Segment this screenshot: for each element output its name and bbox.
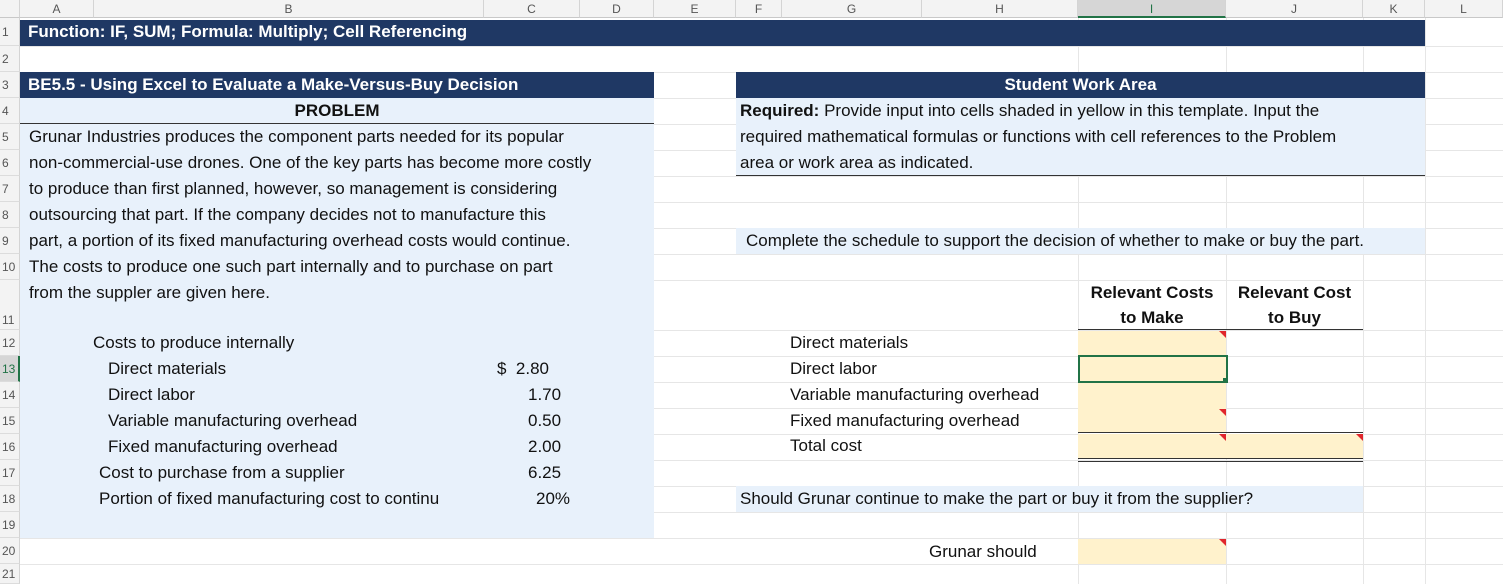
column-heading-buy: Relevant Cost [1237, 283, 1352, 302]
problem-text-line: The costs to produce one such part internally and to purchase on part [29, 257, 553, 276]
schedule-label: Direct materials [790, 333, 909, 352]
selected-cell-i13[interactable] [1078, 355, 1228, 383]
gridline [20, 538, 1503, 539]
column-header-k[interactable]: K [1363, 0, 1425, 18]
column-heading-make: to Make [1120, 308, 1184, 327]
column-header-f[interactable]: F [736, 0, 782, 18]
cost-value: 1.70 [528, 385, 562, 404]
purchase-label: Cost to purchase from a supplier [99, 463, 345, 482]
schedule-label: Direct labor [790, 359, 877, 378]
problem-text-line: part, a portion of its fixed manufacturing overhead costs would continue. [29, 231, 571, 250]
problem-subtitle: PROBLEM [294, 101, 380, 120]
portion-value: 20% [536, 489, 571, 508]
schedule-label: Total cost [790, 436, 862, 455]
total-top-border [1078, 432, 1363, 433]
column-heading-buy: to Buy [1268, 308, 1321, 327]
column-heading-make: Relevant Costs [1090, 283, 1214, 302]
column-header-h[interactable]: H [922, 0, 1078, 18]
work-area-title-bar [736, 72, 1425, 98]
comment-indicator[interactable] [1356, 434, 1363, 441]
row-header-8[interactable]: 8 [0, 202, 20, 228]
column-header-j[interactable]: J [1226, 0, 1363, 18]
fill-handle[interactable] [1223, 378, 1228, 383]
problem-text-line: from the suppler are given here. [29, 283, 270, 302]
comment-indicator[interactable] [1219, 331, 1226, 338]
comment-indicator[interactable] [1219, 434, 1226, 441]
schedule-label: Fixed manufacturing overhead [790, 411, 1020, 430]
answer-label: Grunar should [929, 542, 1037, 561]
cost-label: Direct labor [108, 385, 195, 404]
total-double-underline [1078, 458, 1363, 459]
cost-label: Direct materials [108, 359, 227, 378]
required-text-line: area or work area as indicated. [740, 153, 974, 172]
row-header-14[interactable]: 14 [0, 382, 20, 408]
row-header-15[interactable]: 15 [0, 408, 20, 434]
comment-indicator[interactable] [1219, 539, 1226, 546]
row-header-7[interactable]: 7 [0, 176, 20, 202]
column-header-b[interactable]: B [94, 0, 484, 18]
required-text-line: required mathematical formulas or functions with cell references to the Problem [740, 127, 1337, 146]
header-banner [20, 20, 1425, 46]
column-header-a[interactable]: A [20, 0, 94, 18]
column-header-g[interactable]: G [782, 0, 922, 18]
row-header-10[interactable]: 10 [0, 254, 20, 280]
cost-label: Fixed manufacturing overhead [108, 437, 338, 456]
row-header-2[interactable]: 2 [0, 46, 20, 72]
row-header-9[interactable]: 9 [0, 228, 20, 254]
costs-heading: Costs to produce internally [93, 333, 295, 352]
cost-value: $ 2.80 [497, 359, 549, 378]
gridline [1425, 18, 1426, 584]
row-header-19[interactable]: 19 [0, 512, 20, 538]
problem-text-line: to produce than first planned, however, so management is considering [29, 179, 558, 198]
column-heading-underline [1078, 329, 1363, 330]
row-header-18[interactable]: 18 [0, 486, 20, 512]
row-header-1[interactable]: 1 [0, 18, 20, 46]
answer-input-cell[interactable] [1078, 539, 1226, 564]
question-text: Should Grunar continue to make the part or buy it from the supplier? [740, 489, 1254, 508]
problem-text-line: outsourcing that part. If the company decides not to manufacture this [29, 205, 546, 224]
row-header-16[interactable]: 16 [0, 434, 20, 460]
row-header-3[interactable]: 3 [0, 72, 20, 98]
page-title: Function: IF, SUM; Formula: Multiply; Cell Referencing [28, 22, 468, 41]
row-header-21[interactable]: 21 [0, 564, 20, 584]
required-text: Provide input into cells shaded in yellow in this template. Input the [819, 101, 1320, 120]
comment-indicator[interactable] [1219, 409, 1226, 416]
cost-value: 0.50 [528, 411, 562, 430]
row-header-4[interactable]: 4 [0, 98, 20, 124]
gridline [20, 46, 1503, 47]
row-header-11[interactable]: 11 [0, 280, 20, 330]
column-header-c[interactable]: C [484, 0, 580, 18]
problem-title-bar [20, 72, 654, 98]
row-header-20[interactable]: 20 [0, 538, 20, 564]
schedule-label: Variable manufacturing overhead [790, 385, 1040, 404]
row-header-12[interactable]: 12 [0, 330, 20, 356]
problem-text-line: Grunar Industries produces the component parts needed for its popular [29, 127, 564, 146]
gridline [20, 564, 1503, 565]
instruction-text: Complete the schedule to support the decision of whether to make or buy the part. [746, 231, 1365, 250]
cost-label: Variable manufacturing overhead [108, 411, 358, 430]
select-all-corner[interactable] [0, 0, 20, 18]
purchase-value: 6.25 [528, 463, 562, 482]
total-double-underline [1078, 461, 1363, 462]
row-header-6[interactable]: 6 [0, 150, 20, 176]
row-header-13[interactable]: 13 [0, 356, 20, 382]
column-header-l[interactable]: L [1425, 0, 1503, 18]
problem-title: BE5.5 - Using Excel to Evaluate a Make-Versus-Buy Decision [28, 75, 519, 94]
cost-value: 2.00 [528, 437, 562, 456]
problem-text-line: non-commercial-use drones. One of the key parts has become more costly [29, 153, 592, 172]
column-header-e[interactable]: E [654, 0, 736, 18]
row-header-17[interactable]: 17 [0, 460, 20, 486]
required-label: Required: [740, 101, 820, 120]
portion-label: Portion of fixed manufacturing cost to continu [99, 489, 440, 508]
column-header-d[interactable]: D [580, 0, 654, 18]
required-text-line [740, 98, 1319, 124]
row-header-5[interactable]: 5 [0, 124, 20, 150]
column-header-i[interactable]: I [1078, 0, 1226, 18]
work-area-title: Student Work Area [1004, 75, 1157, 94]
